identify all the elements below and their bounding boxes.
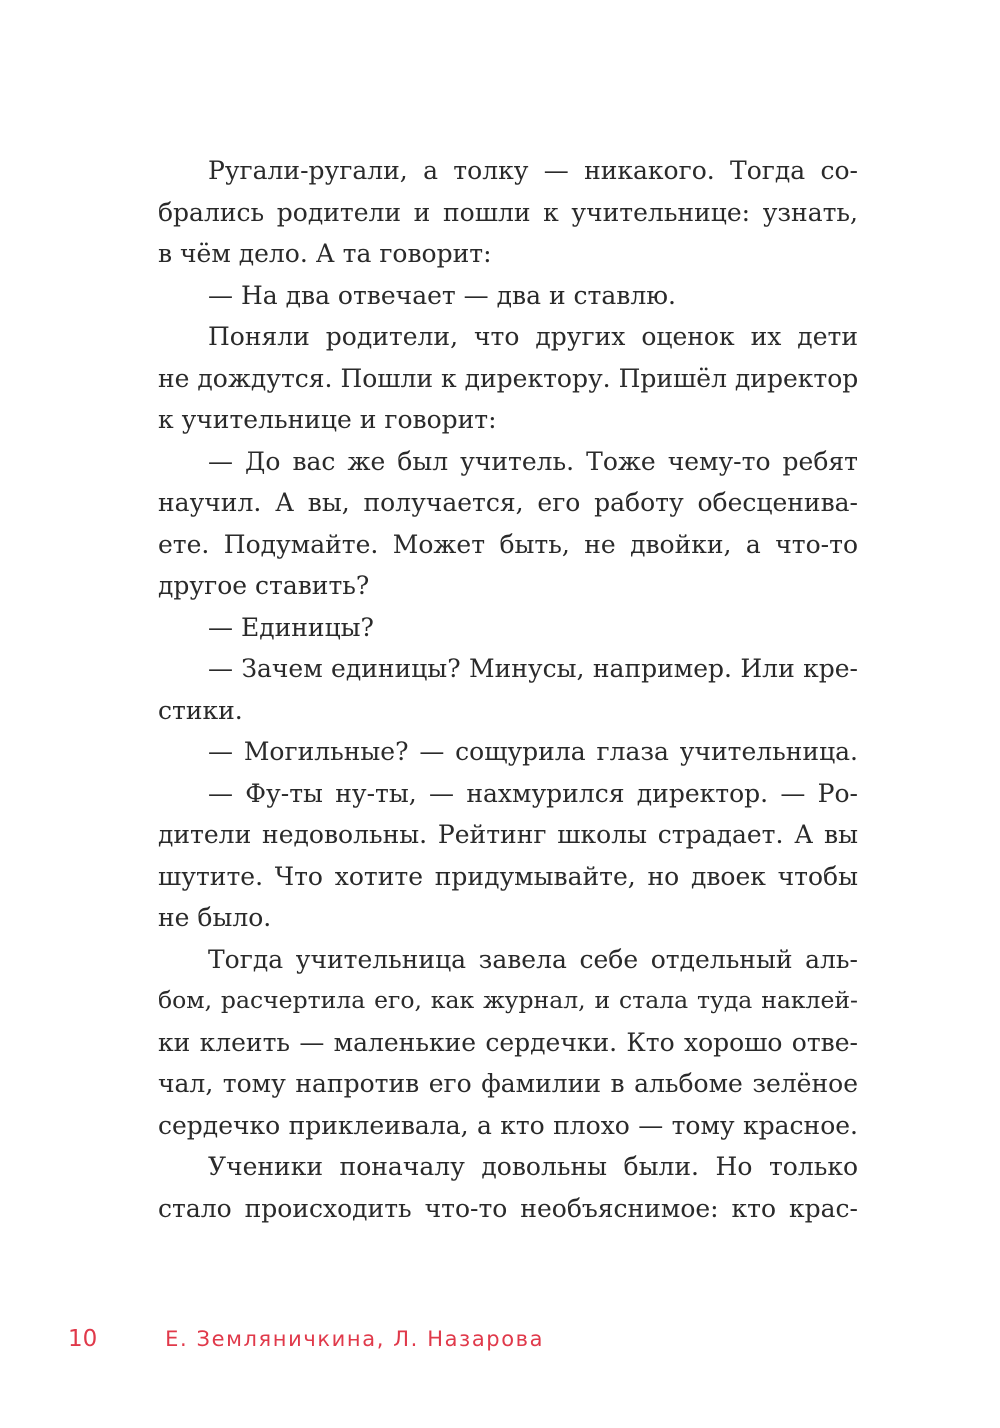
text-line-19: не было. xyxy=(158,903,272,932)
text-line-12: — Единицы? xyxy=(208,612,374,642)
text-line-17: дители недовольны. Рейтинг школы страдает. А вы xyxy=(158,820,858,849)
text-line-7: к учительнице и говорит: xyxy=(158,405,497,434)
page-number: 10 xyxy=(68,1326,98,1352)
text-line-16: — Фу-ты ну-ты, — нахмурился директор. — Ро- xyxy=(208,778,858,808)
text-line-22: ки клеить — маленькие сердечки. Кто хорошо отве- xyxy=(158,1027,858,1057)
text-line-20: Тогда учительница завела себе отдельный аль- xyxy=(208,944,858,974)
text-line-10: ете. Подумайте. Может быть, не двойки, а что-то xyxy=(158,529,858,559)
body-text xyxy=(158,150,858,1229)
text-line-25: Ученики поначалу довольны были. Но только xyxy=(208,1152,858,1181)
text-line-21: бом, расчертила его, как журнал, и стала туда наклей- xyxy=(158,986,858,1014)
text-line-26: стало происходить что-то необъяснимое: кто крас- xyxy=(158,1193,858,1223)
text-line-11: другое ставить? xyxy=(158,571,370,600)
text-line-14: стики. xyxy=(158,695,243,725)
text-line-2: брались родители и пошли к учительнице: узнать, xyxy=(158,197,858,227)
page-footer xyxy=(68,1322,544,1356)
text-line-15: — Могильные? — сощурила глаза учительница. xyxy=(208,737,858,766)
text-line-18: шутите. Что хотите придумывайте, но двоек чтобы xyxy=(158,861,858,891)
text-line-8: — До вас же был учитель. Тоже чему-то ребят xyxy=(208,446,858,476)
text-line-24: сердечко приклеивала, а кто плохо — тому красное. xyxy=(158,1110,858,1140)
text-line-3: в чём дело. А та говорит: xyxy=(158,239,492,268)
text-line-6: не дождутся. Пошли к директору. Пришёл директор xyxy=(158,363,859,393)
text-line-9: научил. А вы, получается, его работу обесценива- xyxy=(158,488,858,517)
text-line-23: чал, тому напротив его фамилии в альбоме зелёное xyxy=(158,1069,858,1098)
text-line-1: Ругали-ругали, а толку — никакого. Тогда со- xyxy=(208,156,858,185)
text-line-4: — На два отвечает — два и ставлю. xyxy=(208,280,676,310)
text-line-13: — Зачем единицы? Минусы, например. Или кре- xyxy=(208,654,858,683)
text-line-5: Поняли родители, что других оценок их дети xyxy=(208,322,858,351)
running-title: Е. Земляничкина, Л. Назарова xyxy=(165,1327,545,1351)
